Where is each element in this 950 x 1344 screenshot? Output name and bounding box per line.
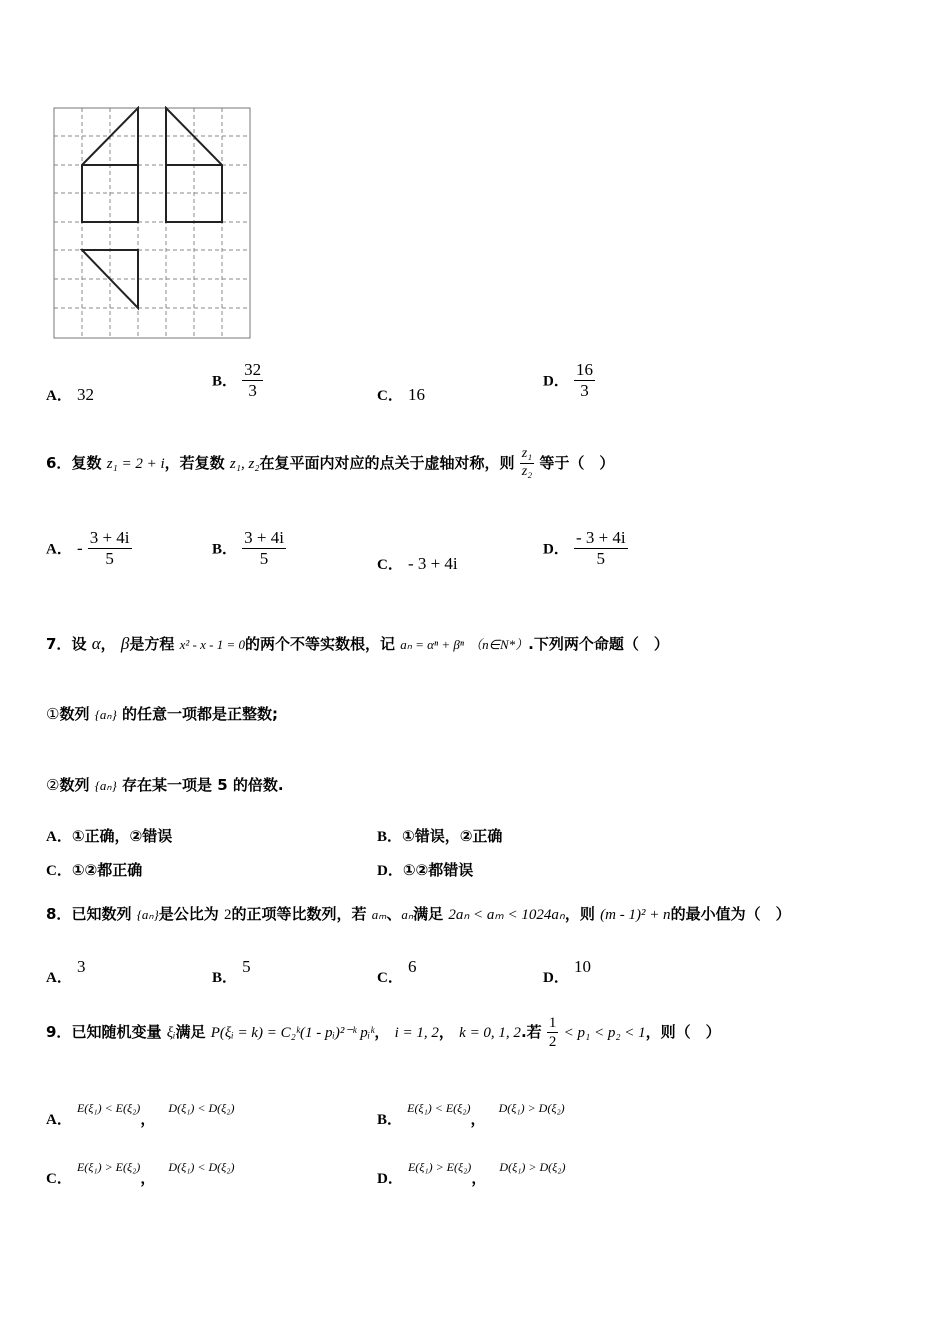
q6-option-d[interactable]: D． $\frac{- 3 + 4i}{5}$ [543, 528, 626, 569]
q6-option-a[interactable]: A． - $\frac{3 + 4i}{5}$ [46, 528, 130, 569]
q8-option-b[interactable]: B． 5 [212, 957, 251, 986]
q8-option-a[interactable]: A． 3 [46, 957, 86, 986]
q7-option-a[interactable]: A．①正确，②错误 [46, 827, 173, 845]
three-view-figure [52, 106, 252, 340]
q5-option-d[interactable]: D． $\frac{16}{3}$ [543, 360, 593, 401]
fraction: $\frac{32}{3}$ [244, 360, 262, 401]
q9-option-c[interactable]: C． E(ξ₁) > E(ξ₂)， D(ξ₁) < D(ξ₂) [46, 1160, 235, 1187]
q6-stem: 6．复数 z₁ = 2 + i，若复数 z₁, z₂在复平面内对应的点关于虚轴对称，则 $\frac{\text{z₁}}{\text{z₂}}$ 等于（ ） [46, 446, 615, 479]
q9-option-d[interactable]: D． E(ξ₁) > E(ξ₂)， D(ξ₁) > D(ξ₂) [377, 1160, 566, 1187]
q7-stem: 7．设 α， β是方程 x² - x - 1 = 0的两个不等实数根，记 aₙ = αⁿ + βⁿ （n∈N*）.下列两个命题（ ） [46, 634, 669, 653]
q5-option-a[interactable]: A． 32 [46, 385, 94, 404]
q7-statement-1: ①数列 {aₙ} 的任意一项都是正整数; [46, 705, 279, 723]
q7-option-c[interactable]: C．①②都正确 [46, 861, 143, 879]
fraction: $\frac{3 + 4i}{5}$ [89, 528, 130, 569]
q9-stem: 9．已知随机变量 ξᵢ满足 P(ξᵢ = k) = C₂ᵏ(1 - pᵢ)²⁻ᵏ pᵢᵏ， i = 1, 2， k = 0, 1, 2.若 $\frac{1}{2}$ < p₁ < p₂ < 1，则（ ） [46, 1015, 721, 1050]
fraction: $\frac{3 + 4i}{5}$ [244, 528, 284, 569]
q9-option-a[interactable]: A． E(ξ₁) < E(ξ₂)， D(ξ₁) < D(ξ₂) [46, 1101, 235, 1128]
q7-statement-2: ②数列 {aₙ} 存在某一项是 5 的倍数. [46, 776, 284, 794]
q5-option-b[interactable]: B． $\frac{32}{3}$ [212, 360, 262, 401]
q6-option-c[interactable]: C． - 3 + 4i [377, 554, 458, 573]
fraction: $\frac{- 3 + 4i}{5}$ [575, 528, 626, 569]
q8-option-c[interactable]: C． 6 [377, 957, 417, 986]
q8-stem: 8．已知数列 {aₙ}是公比为 2的正项等比数列，若 aₘ、aₙ满足 2aₙ < aₘ < 1024aₙ，则 (m - 1)² + n的最小值为（ ） [46, 905, 791, 923]
q6-option-b[interactable]: B． $\frac{3 + 4i}{5}$ [212, 528, 284, 569]
q9-option-b[interactable]: B． E(ξ₁) < E(ξ₂)， D(ξ₁) > D(ξ₂) [377, 1101, 565, 1128]
q5-option-c[interactable]: C． 16 [377, 385, 425, 404]
half-fraction: $\frac{1}{2}$ [548, 1015, 557, 1050]
z-fraction: $\frac{\text{z₁}}{\text{z₂}}$ [521, 446, 533, 479]
q7-option-d[interactable]: D．①②都错误 [377, 861, 474, 879]
q8-option-d[interactable]: D． 10 [543, 957, 591, 986]
q7-option-b[interactable]: B．①错误，②正确 [377, 827, 503, 845]
fraction: $\frac{16}{3}$ [575, 360, 593, 401]
